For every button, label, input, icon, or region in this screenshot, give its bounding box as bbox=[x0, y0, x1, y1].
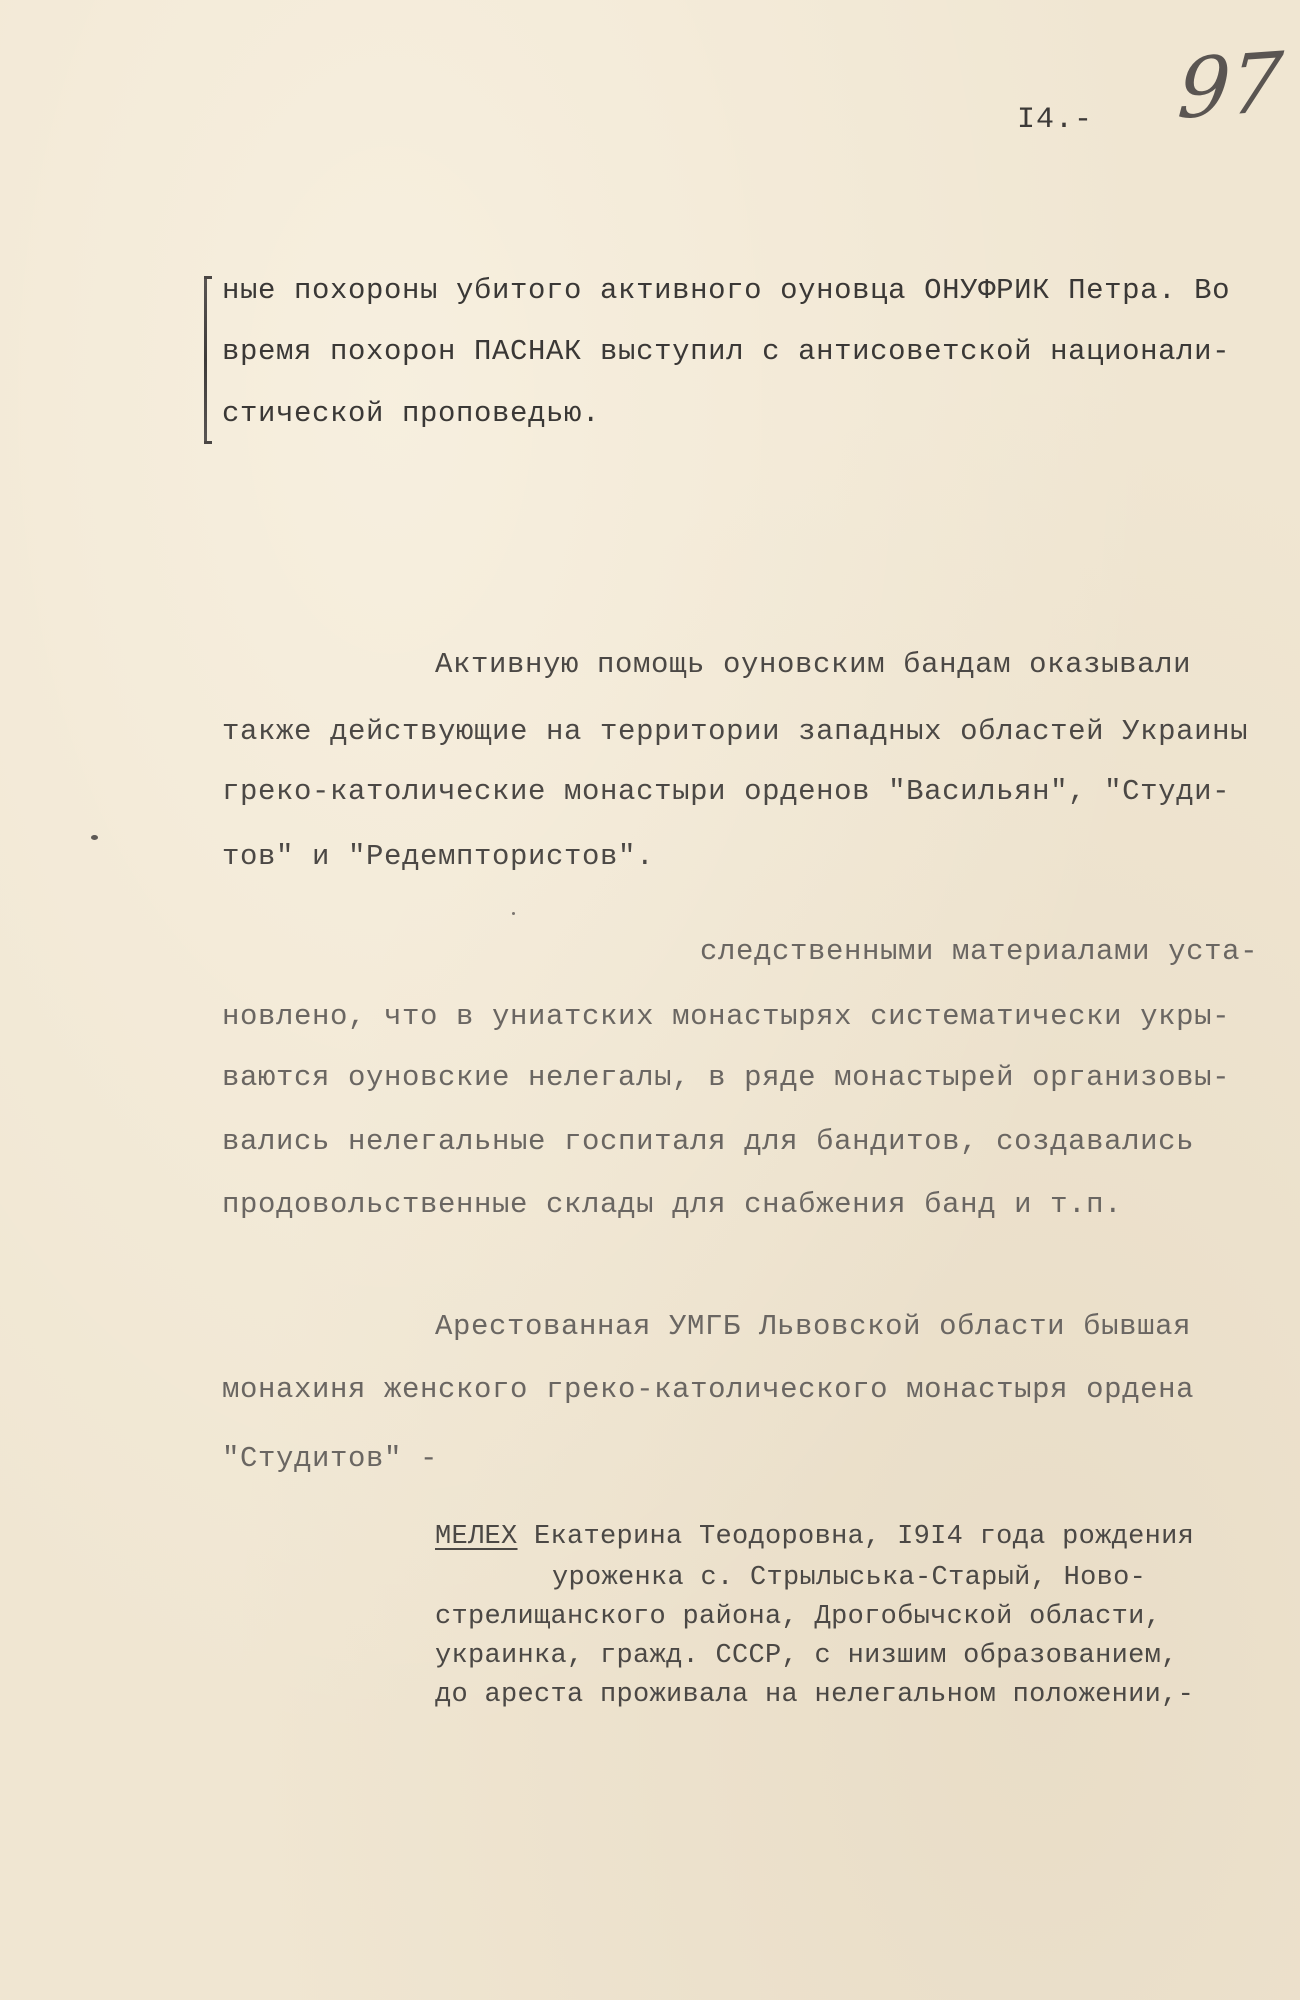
ink-speck bbox=[512, 912, 515, 915]
text-line: стрелищанского района, Дрогобычской области, bbox=[435, 1602, 1162, 1632]
text-line: ные похороны убитого активного оуновца ОНУФРИК Петра. Во bbox=[222, 274, 1231, 307]
text-line: вались нелегальные госпиталя для бандитов, создавались bbox=[222, 1125, 1195, 1158]
margin-bracket-top-tick bbox=[204, 276, 212, 279]
text-line: стической проповедью. bbox=[222, 397, 601, 430]
text-line: продовольственные склады для снабжения банд и т.п. bbox=[222, 1188, 1123, 1221]
text-line: время похорон ПАСНАК выступил с антисоветской национали- bbox=[222, 335, 1231, 368]
text-line: следственными материалами уста- bbox=[700, 935, 1259, 968]
text-line: тов" и "Редемптористов". bbox=[222, 840, 655, 873]
text-line: Активную помощь оуновским бандам оказывали bbox=[435, 648, 1192, 681]
text-line: украинка, гражд. СССР, с низшим образованием, bbox=[435, 1641, 1178, 1671]
text-line: Арестованная УМГБ Львовской области бывшая bbox=[435, 1310, 1192, 1343]
text-line: до ареста проживала на нелегальном положении,- bbox=[435, 1680, 1195, 1710]
person-details: Екатерина Теодоровна, I9I4 года рождения bbox=[517, 1522, 1195, 1552]
text-line: ваются оуновские нелегалы, в ряде монастырей организовы- bbox=[222, 1061, 1231, 1094]
margin-bracket-mark bbox=[204, 276, 207, 444]
person-record-first-line bbox=[435, 1524, 1194, 1551]
page-number: I4.- bbox=[1017, 103, 1094, 137]
text-line: также действующие на территории западных областей Украины bbox=[222, 715, 1249, 748]
margin-bracket-bottom-tick bbox=[204, 441, 212, 444]
person-surname: МЕЛЕХ bbox=[435, 1522, 518, 1552]
ink-speck bbox=[91, 835, 98, 840]
text-line: новлено, что в униатских монастырях систематически укры- bbox=[222, 1000, 1231, 1033]
text-line: монахиня женского греко-католического монастыря ордена bbox=[222, 1373, 1195, 1406]
text-line: "Студитов" - bbox=[222, 1442, 439, 1475]
handwritten-folio-number: 97 bbox=[1174, 35, 1286, 138]
text-line: греко-католические монастыри орденов "Васильян", "Студи- bbox=[222, 775, 1231, 808]
text-line: уроженка с. Стрылыська-Старый, Ново- bbox=[552, 1563, 1147, 1593]
